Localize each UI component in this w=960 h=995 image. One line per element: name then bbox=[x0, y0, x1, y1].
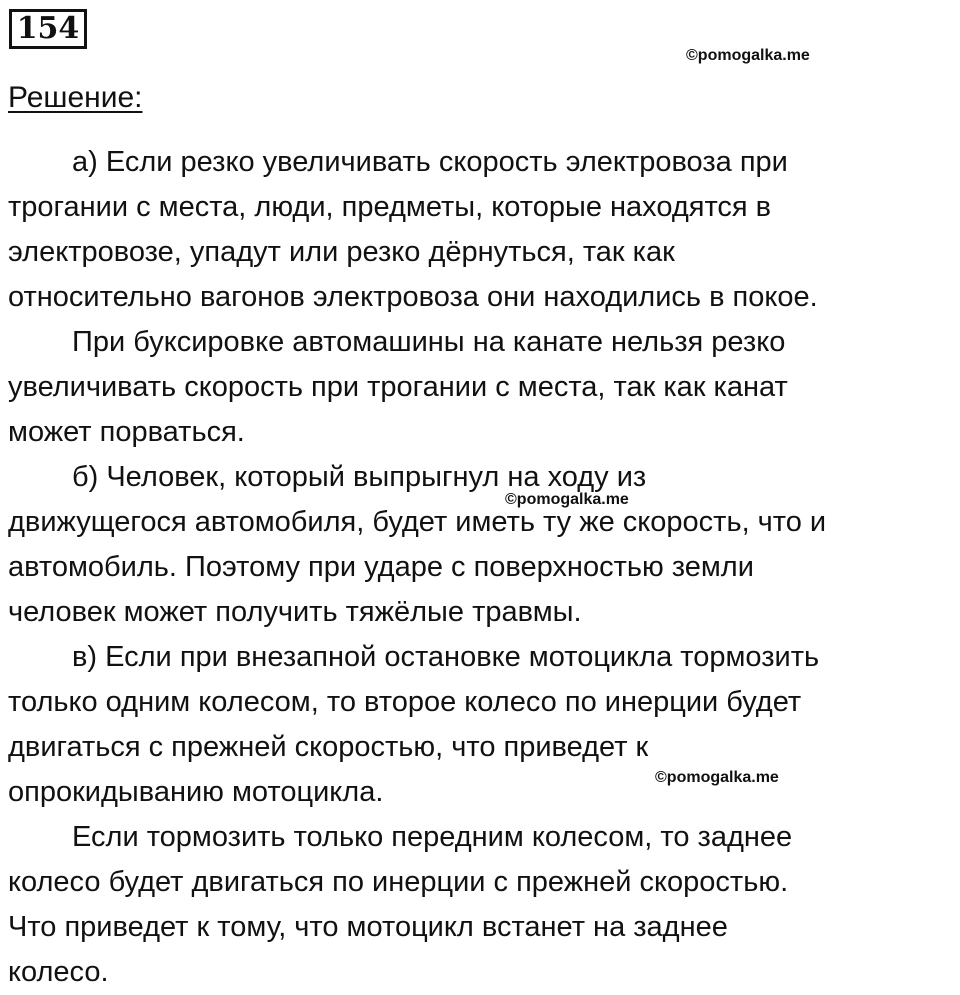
text-line: Если тормозить только передним колесом, то заднее bbox=[72, 821, 793, 853]
text-line: При буксировке автомашины на канате нельзя резко bbox=[72, 326, 786, 358]
text-line: Что приведет к тому, что мотоцикл встанет на заднее bbox=[8, 911, 728, 943]
solution-text bbox=[8, 140, 953, 995]
text-line: а) Если резко увеличивать скорость электровоза при bbox=[72, 146, 788, 178]
text-line: колесо. bbox=[8, 956, 109, 988]
text-line: автомобиль. Поэтому при ударе с поверхностью земли bbox=[8, 551, 754, 583]
text-line: относительно вагонов электровоза они находились в покое. bbox=[8, 281, 818, 313]
task-number: 154 bbox=[9, 9, 87, 49]
watermark-middle: ©pomogalka.me bbox=[505, 491, 629, 508]
text-line: опрокидыванию мотоцикла. bbox=[8, 776, 384, 808]
text-line: в) Если при внезапной остановке мотоцикла тормозить bbox=[72, 641, 820, 673]
text-line: человек может получить тяжёлые травмы. bbox=[8, 596, 582, 628]
text-line: трогании с места, люди, предметы, которые находятся в bbox=[8, 191, 772, 223]
solution-heading: Решение: bbox=[8, 81, 143, 114]
text-line: колесо будет двигаться по инерции с прежней скоростью. bbox=[8, 866, 789, 898]
text-line: б) Человек, который выпрыгнул на ходу из bbox=[72, 461, 647, 493]
watermark-bottom: ©pomogalka.me bbox=[655, 769, 779, 786]
text-line: электровозе, упадут или резко дёрнуться, так как bbox=[8, 236, 675, 268]
text-line: только одним колесом, то второе колесо по инерции будет bbox=[8, 686, 802, 718]
text-line: может порваться. bbox=[8, 416, 245, 448]
text-line: двигаться с прежней скоростью, что приведет к bbox=[8, 731, 649, 763]
text-line: движущегося автомобиля, будет иметь ту же скорость, что и bbox=[8, 506, 827, 538]
text-line: увеличивать скорость при трогании с места, так как канат bbox=[8, 371, 788, 403]
watermark-top: ©pomogalka.me bbox=[686, 47, 810, 64]
